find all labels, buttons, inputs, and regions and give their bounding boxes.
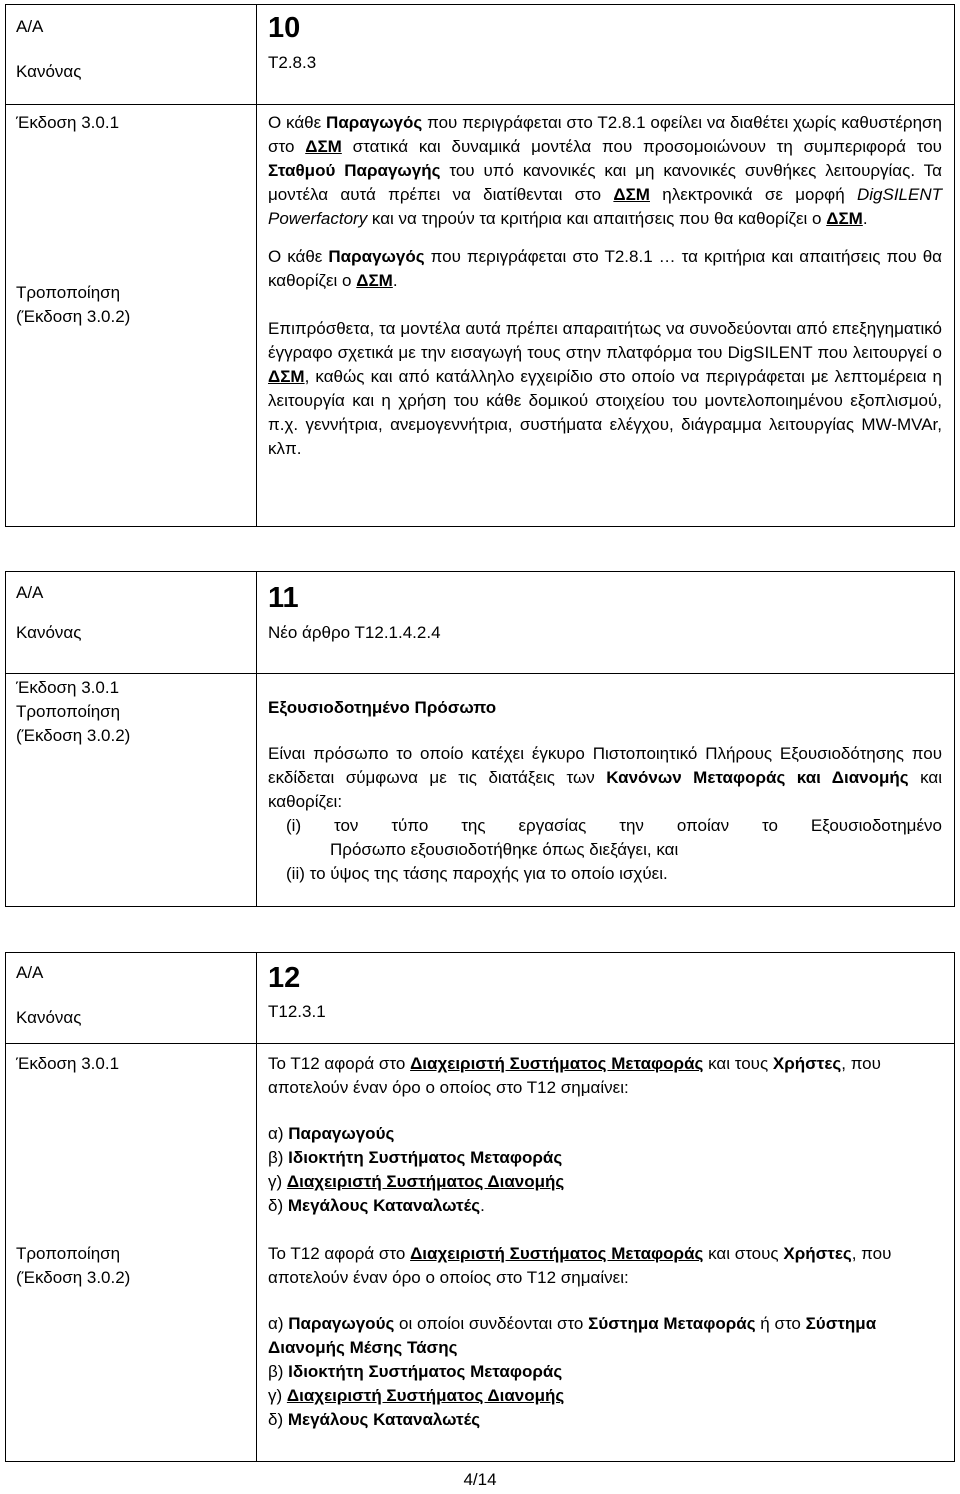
version-label: Έκδοση 3.0.1 [16,1054,120,1073]
amendment-label: Τροποποίηση [16,702,121,721]
rule-11-label-cell [6,572,257,674]
aa-label: Α/Α [16,583,44,602]
rule-10-label-cell [6,5,257,105]
rule-label: Κανόνας [16,623,82,642]
rule-11-version-cell [6,674,257,907]
list-item: γ) Διαχειριστή Συστήματος Διανομής [268,1386,565,1405]
definition-text: Είναι πρόσωπο το οποίο κατέχει έγκυρο Πιστοποιητικό Πλήρους Εξουσιοδότησης που εκδίδεται σύμφωνα με τις διατάξεις των Κανόνων Μεταφοράς και Διανομής και καθορίζει: [268,744,943,811]
rule-12-header-cell [257,953,955,1044]
list-item: α) Παραγωγούς οι οποίοι συνδέονται στο Σύστημα Μεταφοράς ή στο Σύστημα Διανομής Μέσης Τάσης [268,1314,877,1357]
rule-number: 10 [268,12,301,44]
list-item: γ) Διαχειριστή Συστήματος Διανομής [268,1172,565,1191]
definition-heading: Εξουσιοδοτημένο Πρόσωπο [268,698,497,717]
list-item: (ii) το ύψος της τάσης παροχής για το οποίο ισχύει. [286,864,668,883]
list-item: (i) τον τύπο της εργασίας την οποίαν το Εξουσιοδοτημένο [286,816,942,835]
amendment-version: (Έκδοση 3.0.2) [16,1268,131,1287]
rule-10-additional-text: Επιπρόσθετα, τα μοντέλα αυτά πρέπει απαραιτήτως να συνοδεύονται από επεξηγηματικό έγγραφο σχετικά με την εισαγωγή τους στην πλατφόρμα του DigSILENT που λειτουργεί ο ΔΣΜ, καθώς και από κατάλληλο εγχειρίδιο στο οποίο να περιγράφεται με λεπτομέρεια η λειτουργία και η χρήση του κάθε δομικού στοιχείου του μοντελοποιημένου εξοπλισμού, π.χ. γεννήτρια, ανεμογεννήτρια, συστήματα ελέγχου, διάγραμμα λειτουργίας MW-MVAr, κλπ. [268,319,942,458]
rule-12-label-cell [6,953,257,1044]
rule-12-table [5,952,955,1462]
rule-11-content-cell [257,674,955,907]
list-item: α) Παραγωγούς [268,1124,395,1143]
page-number: 4/14 [463,1470,497,1489]
amendment-label: Τροποποίηση [16,1244,121,1263]
rule-12-content-cell [257,1044,955,1462]
rule-10-table [5,4,955,527]
rule-12-version-cell [6,1044,257,1462]
aa-label: Α/Α [16,963,44,982]
rule-reference: Τ12.3.1 [268,1002,326,1021]
rule-reference: Τ2.8.3 [268,53,317,72]
rule-reference: Νέο άρθρο Τ12.1.4.2.4 [268,623,441,642]
list-item: δ) Μεγάλους Καταναλωτές [268,1410,481,1429]
rule-10-original-text: Ο κάθε Παραγωγός που περιγράφεται στο Τ2.8.1 οφείλει να διαθέτει χωρίς καθυστέρηση στο ΔΣΜ στατικά και δυναμικά μοντέλα που προσομοιώνουν τη συμπεριφορά του Σταθμού Παραγωγής του υπό κανονικές και μη κανονικές συνθήκες λειτουργίας. Τα μοντέλα αυτά πρέπει να διατίθενται στο ΔΣΜ ηλεκτρονικά σε μορφή DigSILENT Powerfactory και να τηρούν τα κριτήρια και απαιτήσεις που θα καθορίζει ο ΔΣΜ. [268,113,943,228]
rule-10-header-cell [257,5,955,105]
rule-11-table [5,571,955,907]
amendment-version: (Έκδοση 3.0.2) [16,726,131,745]
amendment-version: (Έκδοση 3.0.2) [16,307,131,326]
rule-number: 12 [268,962,301,994]
rule-12-original-text: Το Τ12 αφορά στο Διαχειριστή Συστήματος Μεταφοράς και τους Χρήστες, που αποτελούν έναν όρο ο οποίος στο Τ12 σημαίνει: [268,1054,881,1097]
amendment-label: Τροποποίηση [16,283,121,302]
list-item: β) Ιδιοκτήτη Συστήματος Μεταφοράς [268,1148,563,1167]
list-item-continuation: Πρόσωπο εξουσιοδοτήθηκε όπως διεξάγει, και [330,840,679,859]
rule-12-amended-text: Το Τ12 αφορά στο Διαχειριστή Συστήματος Μεταφοράς και στους Χρήστες, που αποτελούν έναν όρο ο οποίος στο Τ12 σημαίνει: [268,1244,892,1287]
rule-11-header-cell [257,572,955,674]
version-label: Έκδοση 3.0.1 [16,113,120,132]
aa-label: Α/Α [16,17,44,36]
rule-label: Κανόνας [16,1008,82,1027]
version-label: Έκδοση 3.0.1 [16,678,120,697]
rule-10-version-cell [6,105,257,527]
list-item: β) Ιδιοκτήτη Συστήματος Μεταφοράς [268,1362,563,1381]
rule-number: 11 [268,582,299,614]
rule-10-amended-text: Ο κάθε Παραγωγός που περιγράφεται στο Τ2.8.1 … τα κριτήρια και απαιτήσεις που θα καθορίζει ο ΔΣΜ. [268,247,942,290]
rule-label: Κανόνας [16,62,82,81]
rule-12-original-list [268,1122,942,1218]
rule-12-amended-list [268,1312,942,1432]
rule-10-content-cell [257,105,955,527]
list-item: δ) Μεγάλους Καταναλωτές. [268,1196,485,1215]
